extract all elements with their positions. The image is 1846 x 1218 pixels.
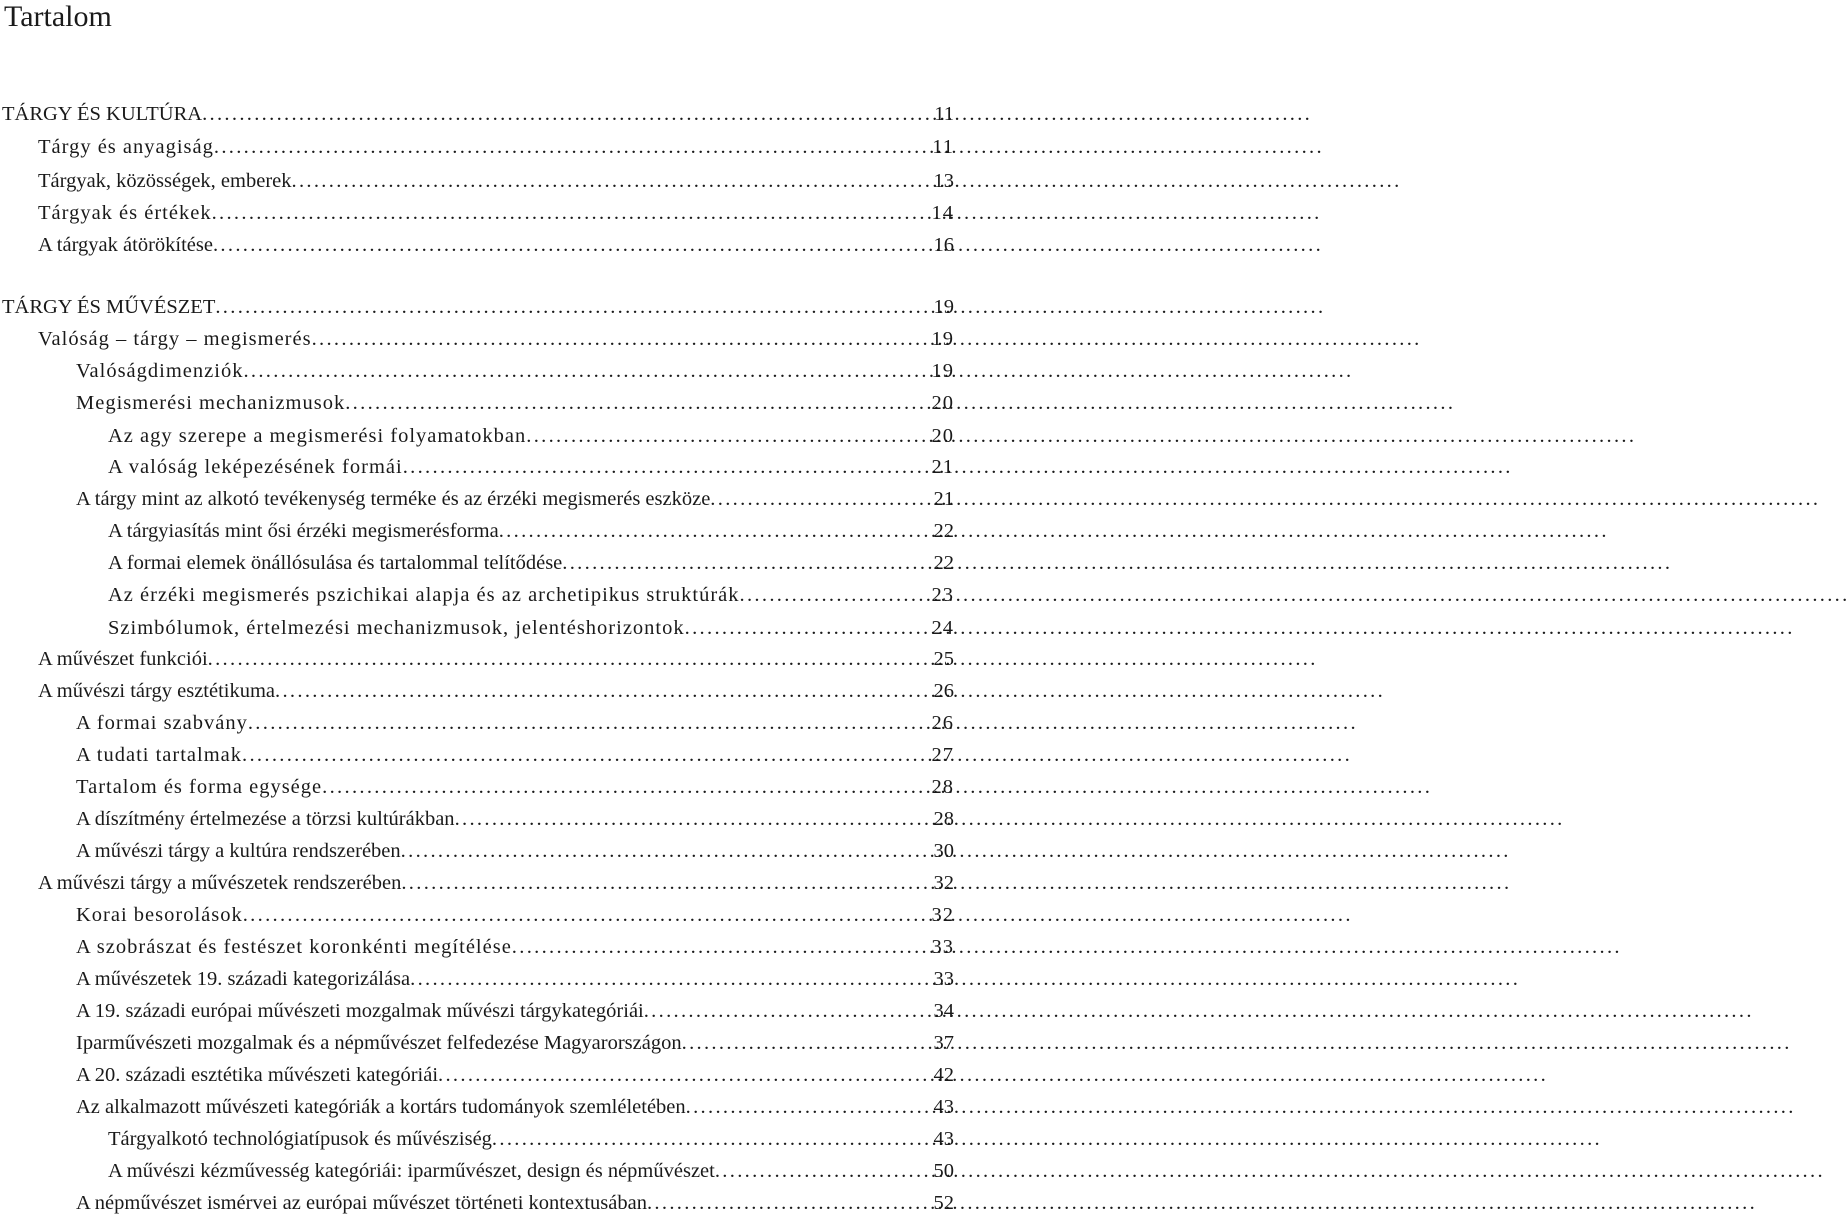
dot-leader [740,580,930,610]
dot-leader [562,548,931,578]
toc-entry-page-number: 19 [931,328,954,350]
toc-entry-korai-besorolasok[interactable] [76,900,954,930]
toc-entry-page-number: 37 [933,1032,954,1054]
toc-entry-label: A művészi tárgy a kultúra rendszerében [76,840,401,862]
toc-entry-label: A 20. századi esztétika művészeti kategóriái [76,1064,439,1086]
dot-leader [345,388,929,418]
dot-leader [647,1188,932,1218]
dot-leader [644,996,932,1026]
toc-entry-targyak-kozossegek-emberek[interactable] [38,166,954,196]
dot-leader [322,772,929,802]
toc-entry-page-number: 28 [931,776,954,798]
toc-entry-page-number: 14 [931,202,954,224]
page-title: Tartalom [4,0,112,33]
toc-entry-page-number: 13 [933,170,954,192]
toc-entry-targy-es-muveszet[interactable] [2,292,954,322]
toc-entry-label: A tudati tartalmak [76,744,243,766]
toc-entry-page-number: 52 [933,1192,954,1214]
toc-entry-page-number: 42 [933,1064,954,1086]
toc-entry-agy-szerepe[interactable] [108,421,954,451]
toc-entry-label: Az alkalmazott művészeti kategóriák a kortárs tudományok szemléletében [76,1096,686,1118]
dot-leader [208,644,932,674]
dot-leader [243,900,930,930]
toc-entry-label: TÁRGY ÉS KULTÚRA [2,103,203,125]
toc-entry-label: A formai szabvány [76,712,248,734]
toc-entry-page-number: 26 [931,712,954,734]
toc-entry-label: TÁRGY ÉS MŰVÉSZET [2,296,216,318]
toc-entry-page-number: 26 [933,680,954,702]
toc-entry-targyak-es-ertekek[interactable] [38,198,954,228]
toc-entry-muveszi-targy-muveszetek[interactable] [38,868,954,898]
toc-entry-page-number: 20 [931,425,954,447]
dot-leader [410,964,931,994]
toc-entry-label: Az agy szerepe a megismerési folyamatokban [108,425,527,447]
toc-entry-valosagdimenziok[interactable] [76,356,954,386]
dot-leader [685,613,930,643]
toc-entry-page-number: 22 [933,520,954,542]
toc-entry-page-number: 28 [933,808,954,830]
dot-leader [242,740,929,770]
toc-entry-page-number: 22 [933,552,954,574]
toc-entry-page-number: 19 [931,360,954,382]
toc-entry-szimbolumok[interactable] [108,613,954,643]
toc-entry-targyak-atorokitese[interactable] [38,230,954,260]
toc-entry-label: A tárgyak átörökítése [38,234,213,256]
toc-entry-page-number: 11 [934,103,954,125]
toc-entry-20-szazadi-esztetika[interactable] [76,1060,954,1090]
dot-leader [292,166,932,196]
toc-entry-muveszetek-19-szazadi[interactable] [76,964,954,994]
toc-entry-label: Iparművészeti mozgalmak és a népművészet felfedezése Magyarországon [76,1032,682,1054]
dot-leader [455,804,932,834]
toc-entry-label: Tartalom és forma egysége [76,776,323,798]
toc-entry-page-number: 20 [931,392,954,414]
toc-entry-page-number: 32 [933,872,954,894]
toc-entry-page-number: 11 [932,136,954,158]
toc-entry-targy-es-anyagisag[interactable] [38,132,954,162]
toc-entry-tartalom-es-forma[interactable] [76,772,954,802]
toc-entry-page-number: 27 [931,744,954,766]
toc-entry-label: A művészi tárgy a művészetek rendszerében [38,872,402,894]
toc-entry-iparmuveszeti-mozgalmak[interactable] [76,1028,954,1058]
toc-entry-tudati-tartalmak[interactable] [76,740,954,770]
toc-entry-page-number: 30 [933,840,954,862]
toc-entry-formai-elemek[interactable] [108,548,954,578]
toc-entry-label: A művészetek 19. századi kategorizálása [76,968,411,990]
dot-leader [401,868,931,898]
toc-entry-page-number: 21 [933,488,954,510]
dot-leader [686,1092,932,1122]
toc-entry-label: A tárgy mint az alkotó tevékenység terméke és az érzéki megismerés eszköze [76,488,711,510]
toc-entry-label: Tárgyak és értékek [38,202,212,224]
toc-entry-page-number: 33 [933,968,954,990]
toc-entry-label: A szobrászat és festészet koronkénti megítélése [76,936,512,958]
toc-entry-valosag-lekepezesenek-formai[interactable] [108,452,954,482]
toc-entry-page-number: 19 [933,296,954,318]
toc-entry-page-number: 43 [933,1128,954,1150]
dot-leader [243,356,929,386]
toc-entry-megismeresi-mechanizmusok[interactable] [76,388,954,418]
toc-entry-muveszi-kezmuvesseg[interactable] [108,1156,954,1186]
toc-entry-page-number: 21 [931,456,954,478]
dot-leader [275,676,931,706]
toc-entry-valosag-targy-megismeres[interactable] [38,324,954,354]
dot-leader [215,292,931,322]
dot-leader [526,421,929,451]
toc-entry-nepmuveszet-ismervei[interactable] [76,1188,954,1218]
dot-leader [213,230,932,260]
toc-entry-label: Tárgy és anyagiság [38,136,214,158]
dot-leader [682,1028,932,1058]
dot-leader [248,708,930,738]
toc-entry-label: Korai besorolások [76,904,243,926]
toc-entry-diszitmeny[interactable] [76,804,954,834]
toc-entry-page-number: 33 [931,936,954,958]
toc-entry-label: Valóság – tárgy – megismerés [38,328,312,350]
toc-entry-szobraszat-es-festeszet[interactable] [76,932,954,962]
dot-leader [403,452,930,482]
dot-leader [214,132,930,162]
dot-leader [438,1060,931,1090]
dot-leader [499,516,932,546]
toc-entry-page-number: 43 [933,1096,954,1118]
toc-entry-label: A 19. századi európai művészeti mozgalmak művészi tárgykategóriái [76,1000,644,1022]
toc-entry-page-number: 32 [931,904,954,926]
toc-entry-page-number: 23 [931,584,954,606]
dot-leader [512,932,930,962]
toc-entry-label: A tárgyiasítás mint ősi érzéki megismerésforma [108,520,499,542]
toc-entry-muveszet-funkcioi[interactable] [38,644,954,674]
dot-leader [401,836,932,866]
toc-entry-label: A díszítmény értelmezése a törzsi kultúrákban [76,808,455,830]
toc-entry-formai-szabvany[interactable] [76,708,954,738]
toc-entry-label: A művészi tárgy esztétikuma [38,680,276,702]
dot-leader [492,1124,932,1154]
toc-entry-label: Tárgyak, közösségek, emberek [38,170,292,192]
toc-entry-label: Tárgyalkotó technológiatípusok és művésziség [108,1128,492,1150]
toc-entry-label: A művészi kézművesség kategóriái: iparművészet, design és népművészet [108,1160,715,1182]
dot-leader [312,324,930,354]
toc-entry-label: Valóságdimenziók [76,360,244,382]
toc-entry-alkalmazott-muveszeti[interactable] [76,1092,954,1122]
toc-entry-page-number: 16 [933,234,954,256]
toc-entry-label: A valóság leképezésének formái [108,456,403,478]
dot-leader [715,1156,932,1186]
toc-entry-label: Az érzéki megismerés pszichikai alapja és az archetipikus struktúrák [108,584,740,606]
toc-entry-19-szazadi-europai[interactable] [76,996,954,1026]
toc-entry-label: Szimbólumok, értelmezési mechanizmusok, jelentéshorizontok [108,617,685,639]
toc-entry-targyalkoto-technologiatipusok[interactable] [108,1124,954,1154]
toc-entry-muveszi-targy-kultura[interactable] [76,836,954,866]
toc-entry-targyiasitas[interactable] [108,516,954,546]
toc-entry-label: A népművészet ismérvei az európai művészet történeti kontextusában [76,1192,647,1214]
toc-entry-targy-mint-alkoto-tevekenyseg[interactable] [76,484,954,514]
toc-entry-targy-es-kultura[interactable] [2,99,954,129]
dot-leader [710,484,931,514]
dot-leader [202,99,932,129]
toc-entry-muveszi-targy-esztetikuma[interactable] [38,676,954,706]
toc-entry-page-number: 24 [931,617,954,639]
toc-entry-label: Megismerési mechanizmusok [76,392,346,414]
toc-entry-page-number: 25 [933,648,954,670]
toc-entry-label: A formai elemek önállósulása és tartalommal telítődése [108,552,563,574]
toc-entry-erzeki-megismeres-pszichikai[interactable] [108,580,954,610]
dot-leader [212,198,930,228]
toc-entry-label: A művészet funkciói [38,648,208,670]
toc-entry-page-number: 50 [933,1160,954,1182]
toc-entry-page-number: 34 [933,1000,954,1022]
